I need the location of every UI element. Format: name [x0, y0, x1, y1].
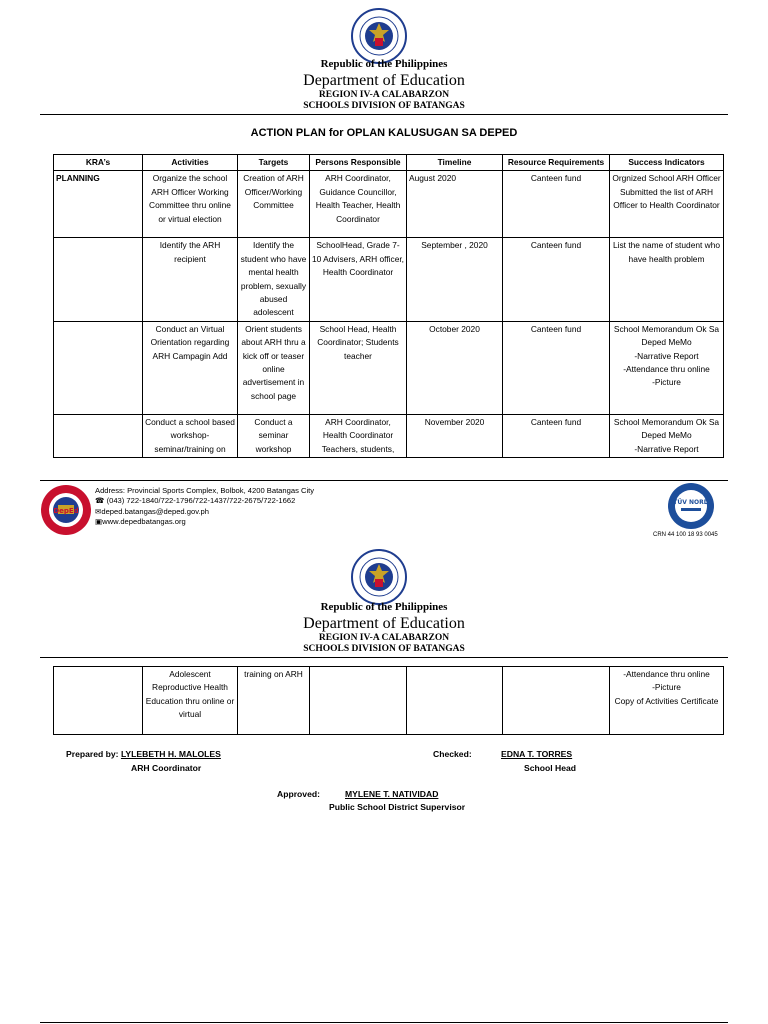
header-divider — [40, 114, 728, 115]
col-header-targets: Targets — [238, 155, 310, 171]
checked-name: EDNA T. TORRES — [501, 749, 573, 759]
table-cell: Adolescent Reproductive Health Education thru online or virtual — [143, 667, 238, 735]
tuv-nord-certification-icon — [665, 482, 717, 530]
table-cell: Canteen fund — [503, 238, 610, 321]
prepared-by-label: Prepared by: — [66, 749, 119, 759]
region-heading-2: REGION IV-A CALABARZON — [318, 633, 450, 643]
table-cell — [54, 667, 143, 735]
document-title: ACTION PLAN for OPLAN KALUSUGAN SA DEPED — [250, 127, 518, 139]
header-divider-2 — [40, 657, 728, 658]
table-cell: September , 2020 — [407, 238, 503, 321]
prepared-by-block — [66, 749, 221, 759]
checked-label: Checked: — [433, 749, 472, 759]
table-cell — [54, 321, 143, 414]
phone-text: ☎ (043) 722-1840/722-1796/722-1437/722-2675/722-1662 — [95, 496, 296, 506]
table-cell: Identify the student who have mental health problem, sexually abused adolescent — [238, 238, 310, 321]
table-cell — [54, 414, 143, 457]
table-row — [54, 238, 724, 321]
deped-seal-icon — [351, 8, 407, 64]
approved-role: Public School District Supervisor — [329, 802, 466, 812]
table-cell: School Head, Health Coordinator; Students teacher — [310, 321, 407, 414]
table-cell — [407, 667, 503, 735]
department-heading-2: Department of Education — [303, 615, 465, 632]
department-heading: Department of Education — [303, 72, 465, 89]
website-link[interactable]: ▣www.depedbatangas.org — [95, 516, 186, 526]
region-heading: REGION IV-A CALABARZON — [318, 90, 450, 100]
table-row — [54, 667, 724, 735]
table-cell: PLANNING — [54, 171, 143, 238]
table-cell: Canteen fund — [503, 171, 610, 238]
division-logo-icon — [40, 484, 92, 536]
prepared-by-role: ARH Coordinator — [131, 763, 202, 773]
table-cell — [54, 238, 143, 321]
approved-name: MYLENE T. NATIVIDAD — [345, 789, 439, 799]
table-cell: Orgnized School ARH Officer Submitted the list of ARH Officer to Health Coordinator — [610, 171, 724, 238]
table-cell: ARH Coordinator, Health Coordinator Teachers, students, — [310, 414, 407, 457]
tuv-text: TÜV NORD — [673, 499, 709, 506]
table-cell: School Memorandum Ok Sa Deped MeMo -Narrative Report — [610, 414, 724, 457]
deped-seal-icon — [351, 549, 407, 605]
action-plan-table — [53, 154, 724, 458]
checked-role: School Head — [524, 763, 577, 773]
email-link[interactable]: ✉deped.batangas@deped.gov.ph — [95, 506, 210, 516]
division-heading: SCHOOLS DIVISION OF BATANGAS — [303, 101, 465, 111]
table-cell: training on ARH — [238, 667, 310, 735]
svg-text:DepEd: DepEd — [53, 507, 79, 515]
republic-heading: Republic of the Philippines — [320, 58, 448, 70]
table-cell — [310, 667, 407, 735]
table-cell — [503, 667, 610, 735]
table-cell: Orient students about ARH thru a kick off or teaser online advertisement in school page — [238, 321, 310, 414]
table-cell: Creation of ARH Officer/Working Committee — [238, 171, 310, 238]
footer-contact-block — [95, 486, 314, 527]
crn-number: CRN 44 100 18 93 0045 — [653, 532, 718, 538]
col-header-persons: Persons Responsible — [310, 155, 407, 171]
col-header-timeline: Timeline — [407, 155, 503, 171]
table-cell: Canteen fund — [503, 321, 610, 414]
table-cell: Conduct a seminar workshop — [238, 414, 310, 457]
col-header-resources: Resource Requirements — [503, 155, 610, 171]
col-header-kra: KRA’s — [54, 155, 143, 171]
table-cell: Conduct an Virtual Orientation regarding ARH Campagin Add — [143, 321, 238, 414]
col-header-success: Success Indicators — [610, 155, 724, 171]
table-header-row — [54, 155, 724, 171]
action-plan-table-continued — [53, 666, 724, 735]
republic-heading-2: Republic of the Philippines — [320, 601, 448, 613]
table-row — [54, 171, 724, 238]
table-cell: -Attendance thru online -Picture Copy of Activities Certificate — [610, 667, 724, 735]
table-row — [54, 321, 724, 414]
approved-label: Approved: — [277, 789, 320, 799]
table-cell: Organize the school ARH Officer Working Committee thru online or virtual election — [143, 171, 238, 238]
table-cell: SchoolHead, Grade 7-10 Advisers, ARH officer, Health Coordinator — [310, 238, 407, 321]
table-row — [54, 414, 724, 457]
table-cell: October 2020 — [407, 321, 503, 414]
col-header-activities: Activities — [143, 155, 238, 171]
footer-divider — [40, 480, 728, 481]
prepared-by-name: LYLEBETH H. MALOLES — [120, 749, 221, 759]
table-cell: List the name of student who have health problem — [610, 238, 724, 321]
table-cell: ARH Coordinator, Guidance Councillor, Health Teacher, Health Coordinator — [310, 171, 407, 238]
table-cell: School Memorandum Ok Sa Deped MeMo -Narrative Report -Attendance thru online -Picture — [610, 321, 724, 414]
page-bottom-divider — [40, 1022, 728, 1023]
table-cell: Identify the ARH recipient — [143, 238, 238, 321]
division-heading-2: SCHOOLS DIVISION OF BATANGAS — [303, 644, 465, 654]
address-text: Address: Provincial Sports Complex, Bolbok, 4200 Batangas City — [95, 486, 315, 495]
table-cell: Conduct a school based workshop-seminar/training on — [143, 414, 238, 457]
table-cell: Canteen fund — [503, 414, 610, 457]
table-cell: November 2020 — [407, 414, 503, 457]
table-cell: August 2020 — [407, 171, 503, 238]
